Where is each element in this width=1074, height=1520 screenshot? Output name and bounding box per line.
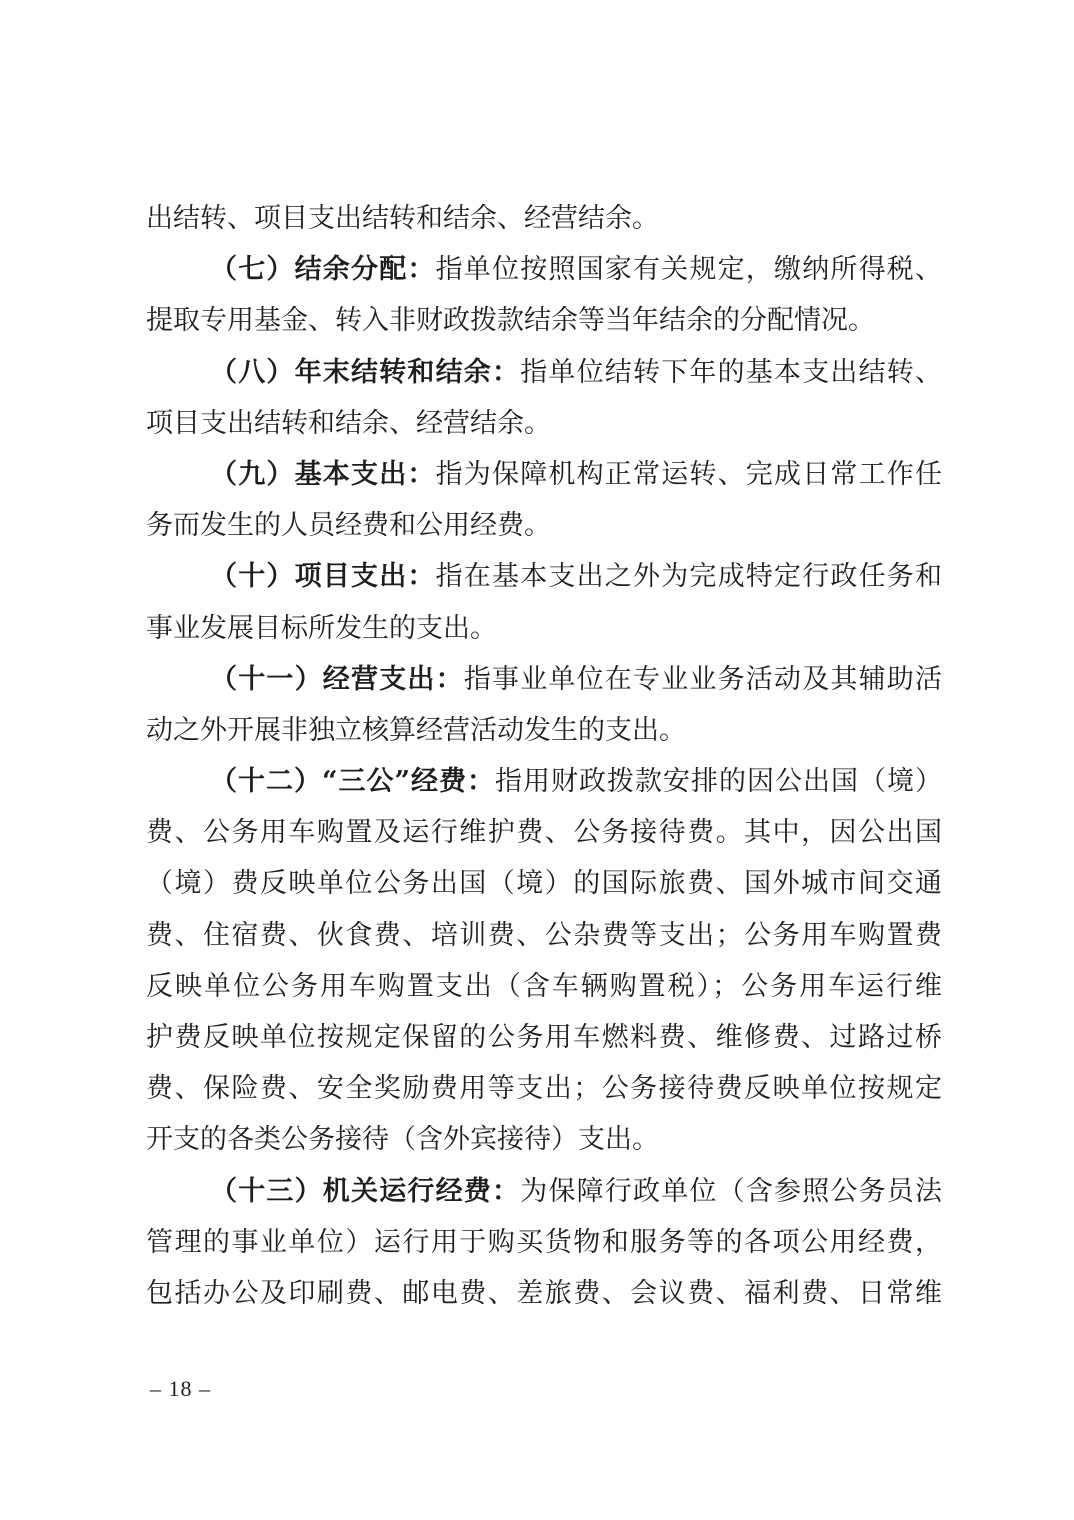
section-heading-line bbox=[146, 347, 942, 398]
line-text: 事业发展目标所发生的支出。 bbox=[146, 612, 497, 644]
section-term: （十）项目支出： bbox=[210, 561, 436, 593]
text-line bbox=[146, 1268, 942, 1319]
section-term: （十三）机关运行经费： bbox=[210, 1175, 521, 1207]
section-text: 为保障行政单位（含参照公务员法 bbox=[520, 1175, 942, 1207]
line-text: 出结转、项目支出结转和结余、经营结余。 bbox=[146, 203, 659, 234]
text-line bbox=[146, 858, 942, 909]
line-text: 提取专用基金、转入非财政拨款结余等当年结余的分配情况。 bbox=[146, 305, 875, 337]
line-text: 开支的各类公务接待（含外宾接待）支出。 bbox=[146, 1124, 659, 1156]
text-line bbox=[146, 603, 942, 654]
line-text: 费、保险费、安全奖励费用等支出；公务接待费反映单位按规定 bbox=[146, 1073, 942, 1105]
text-line bbox=[146, 193, 942, 244]
line-text: 护费反映单位按规定保留的公务用车燃料费、维修费、过路过桥 bbox=[146, 1022, 942, 1053]
text-line bbox=[146, 1063, 942, 1114]
section-text: 指用财政拨款安排的因公出国（境） bbox=[495, 766, 942, 798]
text-line bbox=[146, 910, 942, 961]
section-term: （八）年末结转和结余： bbox=[210, 356, 521, 388]
text-line bbox=[146, 807, 942, 858]
section-term: （九）基本支出： bbox=[210, 458, 436, 490]
line-text: 动之外开展非独立核算经营活动发生的支出。 bbox=[146, 714, 686, 746]
text-line bbox=[146, 1114, 942, 1165]
line-text: 项目支出结转和结余、经营结余。 bbox=[146, 407, 551, 439]
section-text: 指在基本支出之外为完成特定行政任务和 bbox=[435, 561, 942, 593]
text-line bbox=[146, 961, 942, 1012]
text-line bbox=[146, 295, 942, 346]
line-text: 费、公务用车购置及运行维护费、公务接待费。其中，因公出国 bbox=[146, 817, 942, 849]
text-line bbox=[146, 500, 942, 551]
section-heading-line bbox=[146, 244, 942, 295]
section-term: （十二）“三公”经费： bbox=[210, 766, 496, 798]
line-text: 费、住宿费、伙食费、培训费、公杂费等支出；公务用车购置费 bbox=[146, 919, 942, 951]
line-text: 务而发生的人员经费和公用经费。 bbox=[146, 510, 551, 542]
section-term: （十一）经营支出： bbox=[210, 663, 464, 695]
page-number: – 18 – bbox=[150, 1376, 211, 1401]
section-heading-line bbox=[146, 654, 942, 705]
text-line bbox=[146, 1012, 942, 1063]
text-line bbox=[146, 1217, 942, 1268]
line-text: 管理的事业单位）运行用于购买货物和服务等的各项公用经费， bbox=[146, 1226, 942, 1258]
line-text: 包括办公及印刷费、邮电费、差旅费、会议费、福利费、日常维 bbox=[146, 1277, 942, 1309]
section-text: 指单位结转下年的基本支出结转、 bbox=[520, 356, 942, 388]
section-heading-line bbox=[146, 756, 942, 807]
text-line bbox=[146, 398, 942, 449]
section-heading-line bbox=[146, 551, 942, 602]
text-line bbox=[146, 705, 942, 756]
line-text: （境）费反映单位公务出国（境）的国际旅费、国外城市间交通 bbox=[146, 868, 942, 900]
body-text bbox=[146, 193, 942, 1319]
section-text: 指单位按照国家有关规定，缴纳所得税、 bbox=[435, 254, 942, 286]
section-heading-line bbox=[146, 449, 942, 500]
section-heading-line bbox=[146, 1166, 942, 1217]
section-text: 指事业单位在专业业务活动及其辅助活 bbox=[463, 663, 942, 695]
section-term: （七）结余分配： bbox=[210, 254, 436, 286]
section-text: 指为保障机构正常运转、完成日常工作任 bbox=[435, 458, 942, 490]
line-text: 反映单位公务用车购置支出（含车辆购置税）；公务用车运行维 bbox=[146, 970, 942, 1002]
